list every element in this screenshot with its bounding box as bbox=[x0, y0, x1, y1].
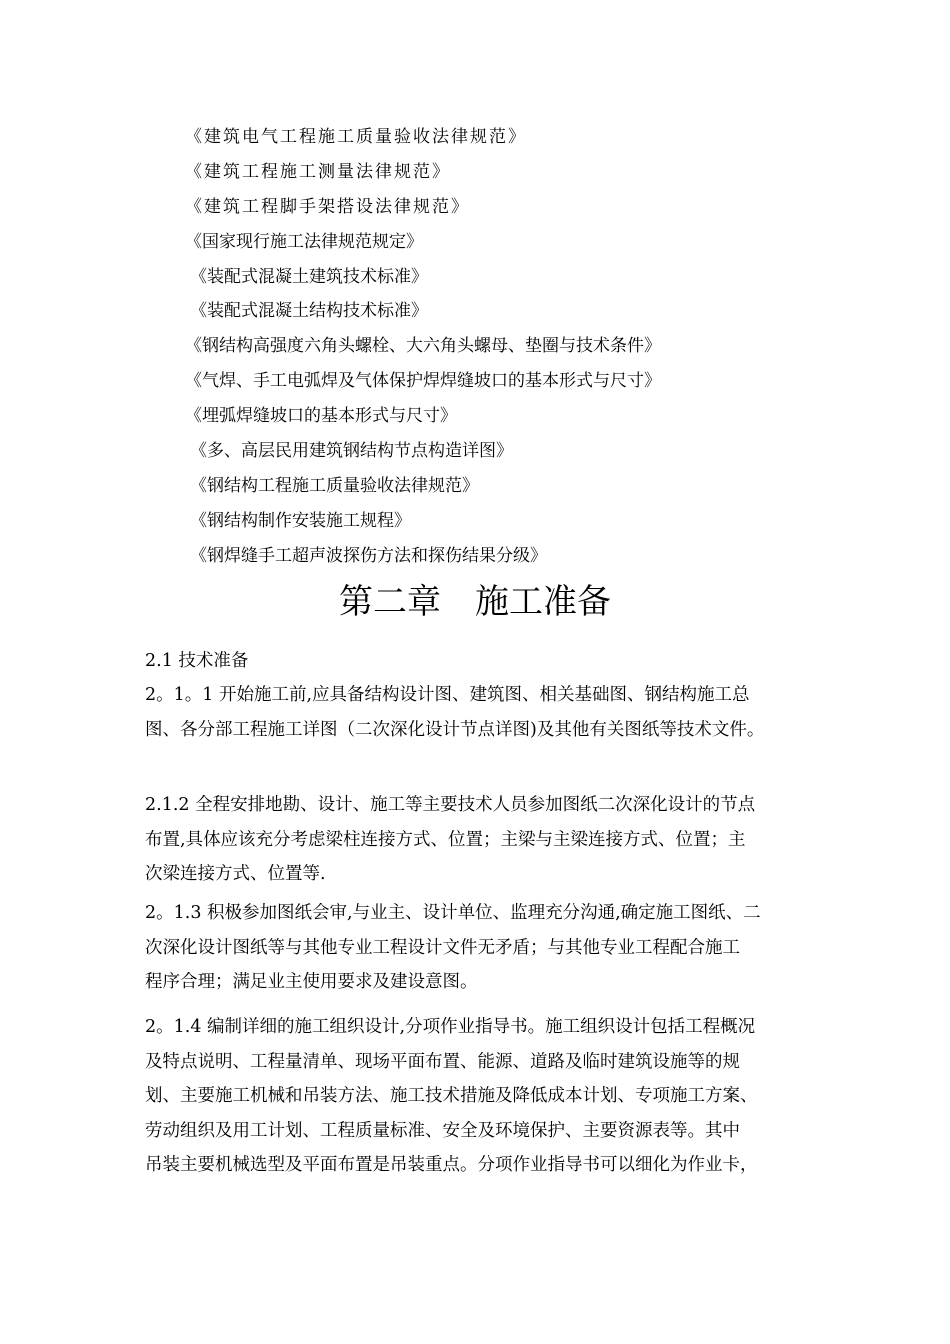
reference-item: 《国家现行施工法律规范规定》 bbox=[185, 232, 423, 252]
reference-item: 《建筑工程脚手架搭设法律规范》 bbox=[185, 197, 470, 217]
reference-item: 《埋弧焊缝坡口的基本形式与尺寸》 bbox=[185, 406, 457, 426]
reference-item: 《钢结构高强度六角头螺栓、大六角头螺母、垫圈与技术条件》 bbox=[185, 336, 661, 356]
paragraph-line: 2。1。1 开始施工前,应具备结构设计图、建筑图、相关基础图、钢结构施工总 bbox=[145, 685, 750, 705]
reference-item: 《装配式混凝土建筑技术标准》 bbox=[190, 267, 428, 287]
paragraph bbox=[145, 678, 825, 747]
paragraph-line: 程序合理；满足业主使用要求及建设意图。 bbox=[145, 972, 478, 992]
paragraph-line: 2。1.4 编制详细的施工组织设计,分项作业指导书。施工组织设计包括工程概况 bbox=[145, 1017, 756, 1037]
paragraph-line: 吊装主要机械选型及平面布置是吊装重点。分项作业指导书可以细化为作业卡， bbox=[145, 1155, 758, 1175]
paragraph bbox=[145, 1010, 825, 1183]
paragraph bbox=[145, 896, 825, 1000]
paragraph-line: 2。1.3 积极参加图纸会审,与业主、设计单位、监理充分沟通,确定施工图纸、二 bbox=[145, 903, 761, 923]
reference-item: 《钢结构制作安装施工规程》 bbox=[190, 511, 411, 531]
paragraph-line: 划、主要施工机械和吊装方法、施工技术措施及降低成本计划、专项施工方案、 bbox=[145, 1086, 758, 1106]
paragraph-line: 图、各分部工程施工详图（二次深化设计节点详图)及其他有关图纸等技术文件。 bbox=[145, 719, 765, 740]
reference-item: 《装配式混凝土结构技术标准》 bbox=[190, 301, 428, 321]
paragraph-line: 次深化设计图纸等与其他专业工程设计文件无矛盾；与其他专业工程配合施工 bbox=[145, 937, 740, 958]
paragraph-line: 布置,具体应该充分考虑梁柱连接方式、位置；主梁与主梁连接方式、位置；主 bbox=[145, 829, 746, 850]
section-heading bbox=[145, 644, 825, 679]
reference-item: 《钢焊缝手工超声波探伤方法和探伤结果分级》 bbox=[190, 546, 547, 566]
chapter-title: 第二章 施工准备 bbox=[339, 582, 611, 622]
paragraph bbox=[145, 788, 825, 892]
reference-item: 《多、高层民用建筑钢结构节点构造详图》 bbox=[190, 441, 513, 461]
reference-item: 《钢结构工程施工质量验收法律规范》 bbox=[190, 476, 479, 496]
reference-item: 《建筑工程施工测量法律规范》 bbox=[185, 162, 451, 182]
paragraph-line: 及特点说明、工程量清单、现场平面布置、能源、道路及临时建筑设施等的规 bbox=[145, 1051, 740, 1072]
paragraph-line: 劳动组织及用工计划、工程质量标准、安全及环境保护、主要资源表等。其中 bbox=[145, 1120, 740, 1141]
reference-item: 《气焊、手工电弧焊及气体保护焊焊缝坡口的基本形式与尺寸》 bbox=[185, 371, 661, 391]
section-heading-text: 2.1 技术准备 bbox=[145, 651, 249, 671]
reference-item: 《建筑电气工程施工质量验收法律规范》 bbox=[185, 127, 527, 147]
paragraph-line: 次梁连接方式、位置等. bbox=[145, 864, 326, 884]
paragraph-line: 2.1.2 全程安排地勘、设计、施工等主要技术人员参加图纸二次深化设计的节点 bbox=[145, 795, 756, 815]
